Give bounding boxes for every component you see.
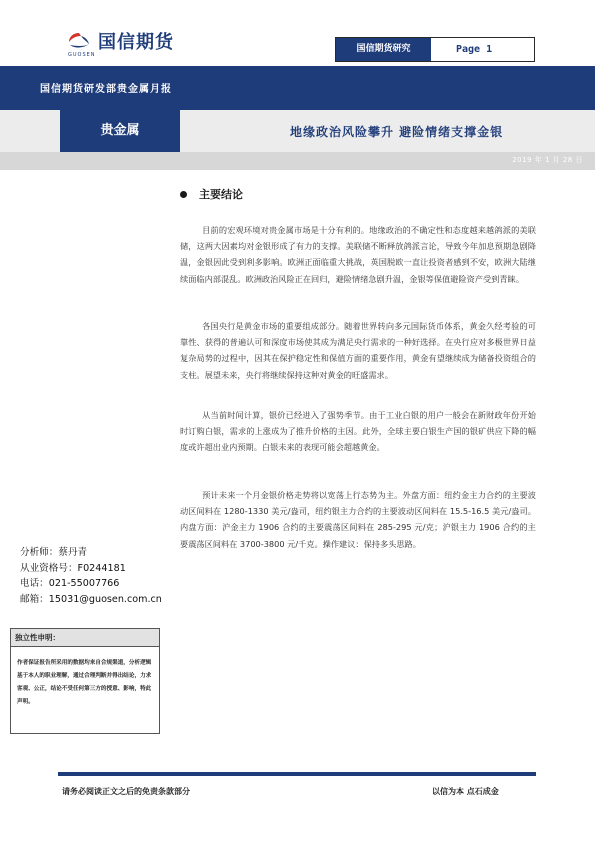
section-title: [180, 186, 243, 202]
company-logo: [68, 30, 208, 52]
footer-divider: [58, 772, 536, 776]
bullet-icon: [180, 191, 187, 198]
analyst-info: [20, 545, 190, 607]
paragraph-text: 预计未来一个月金银价格走势将以宽荡上行态势为主。外盘方面：纽约金主力合约的主要波动区间料在 1280-1330 美元/盎司，纽约银主力合约的主要波动区间料在 15.5-16.5 美元/盎司。内盘方面：沪金主力 1906 合约的主要震荡区间料在 285-295 元/克；沪银主力 1906 合约的主要震荡区间料在 3700-3800 元/千克。操作建议：保持多头思路。: [180, 490, 536, 549]
paragraph-text: 目前的宏观环境对贵金属市场是十分有利的。地缘政治的不确定性和态度越来越鸽派的美联储，这两大因素均对金银形成了有力的支撑。美联储不断释放鸽派言论，导致今年加息预期急剧降温，金银因此受到利多影响。欧洲正面临重大挑战，英国脱欧一直让投资者感到不安，欧洲大陆继续面临内部混乱。欧洲政治风险正在回归，避险情绪急剧升温，金银等保值避险资产受到青睐。: [180, 225, 536, 284]
report-date: 2019 年 1 月 28 日: [512, 156, 583, 164]
report-series-title: 国信期货研发部贵金属月报: [40, 84, 172, 95]
header-box: [335, 37, 535, 62]
category-label: 贵金属: [60, 110, 180, 152]
footer-slogan: 以信为本 点石成金: [432, 787, 499, 796]
date-bar: [0, 152, 595, 170]
analyst-phone: 电话：021-55007766: [20, 578, 120, 589]
paragraph: [180, 407, 536, 456]
report-title: 地缘政治风险攀升 避险情绪支撑金银: [290, 125, 504, 139]
analyst-email[interactable]: 邮箱：15031@guosen.com.cn: [20, 593, 162, 605]
paragraph: [180, 318, 536, 383]
analyst-license: 从业资格号：F0244181: [20, 562, 126, 574]
page-number: Page 1: [456, 44, 493, 55]
paragraph: [180, 222, 536, 287]
section-title-text: 主要结论: [199, 188, 243, 201]
logo-subtext: GUOSEN: [68, 52, 96, 58]
logo-text: 国信期货: [98, 32, 174, 53]
independence-statement: [10, 628, 160, 734]
paragraph-text: 各国央行是黄金市场的重要组成部分。随着世界转向多元国际货币体系，黄金久经考验的可靠性、获得的普遍认可和深度市场使其成为满足央行需求的一种好选择。在央行应对多极世界日益复杂局势的过程中，因其在保护稳定性和保值方面的重要作用，黄金有望继续成为储备投资组合的支柱。展望未来，央行将继续保持这种对黄金的旺盛需求。: [180, 321, 536, 380]
independence-body: 作者保证报告所采用的数据均来自合规渠道，分析逻辑基于本人的职业理解，通过合理判断并得出结论，力求客观、公正，结论不受任何第三方的授意、影响，特此声明。: [17, 660, 152, 705]
paragraph-text: 从当前时间计算，银价已经进入了强势季节。由于工业白银的用户一般会在新财政年份开始时订购白银，需求的上涨成为了推升价格的主因。此外，全球主要白银生产国的银矿供应下降的幅度或许超出业内预期。白银未来的表现可能会超越黄金。: [180, 410, 536, 453]
independence-title: 独立性申明：: [11, 629, 159, 647]
guosen-logo-icon: [68, 32, 90, 50]
analyst-name: 分析师：蔡丹青: [20, 547, 88, 558]
header-research-label: 国信期货研究: [336, 38, 431, 61]
footer-disclaimer-note: 请务必阅读正文之后的免责条款部分: [62, 787, 190, 796]
paragraph: [180, 487, 536, 552]
